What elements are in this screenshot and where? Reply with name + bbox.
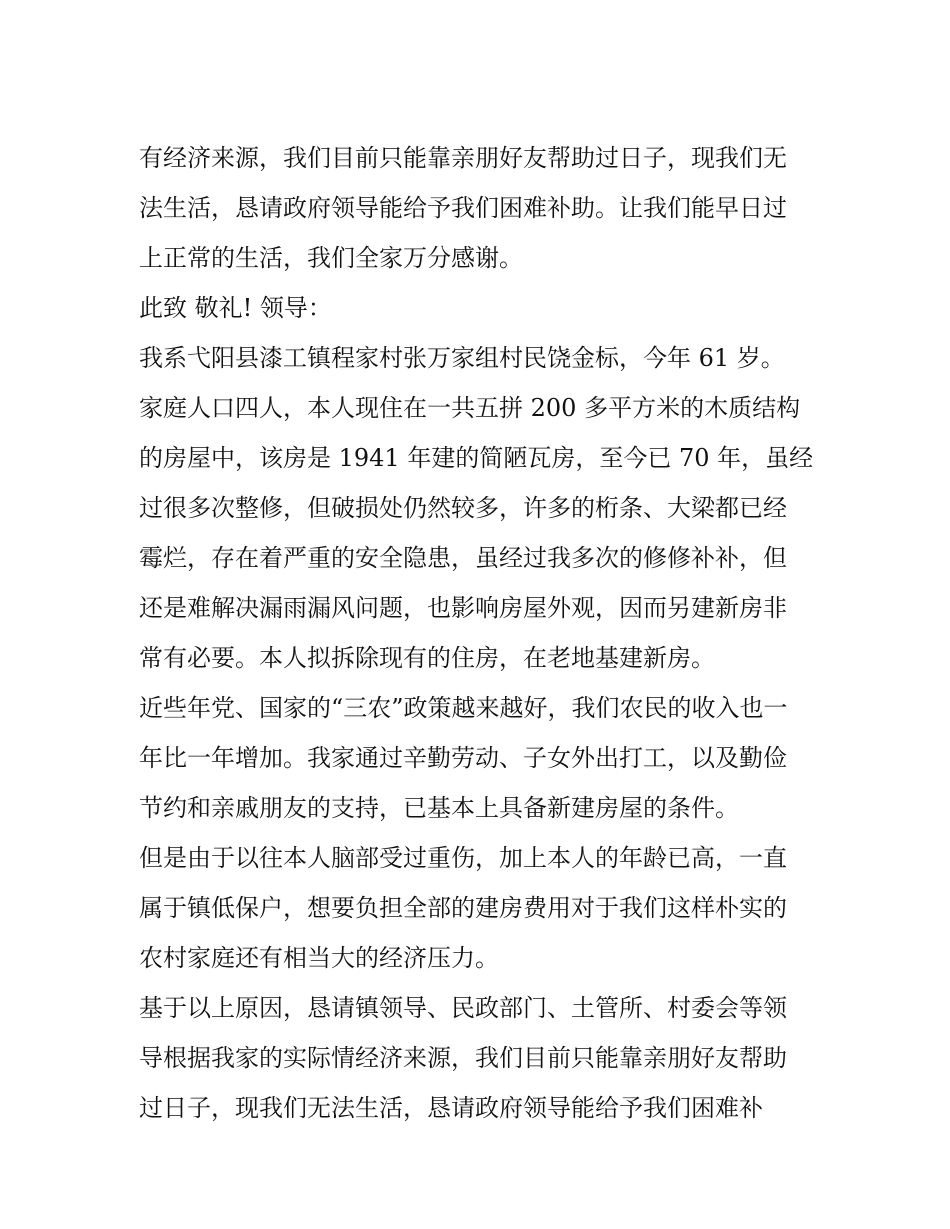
text-line-12: 近些年党、国家的“三农”政策越来越好，我们农民的收入也一 <box>139 694 788 722</box>
text-line-9: 霉烂，存在着严重的安全隐患，虽经过我多次的修修补补，但 <box>139 544 787 572</box>
text-line-10: 还是难解决漏雨漏风问题，也影响房屋外观，因而另建新房非 <box>139 594 787 622</box>
text-line-11: 常有必要。本人拟拆除现有的住房，在老地基建新房。 <box>139 644 715 672</box>
text-line-1: 有经济来源，我们目前只能靠亲朋好友帮助过日子，现我们无 <box>139 144 787 172</box>
text-line-2: 法生活，恳请政府领导能给予我们困难补助。让我们能早日过 <box>139 194 787 222</box>
text-line-6: 家庭人口四人，本人现住在一共五拼 200 多平方米的木质结构 <box>139 394 801 422</box>
text-line-4: 此致 敬礼! 领导： <box>139 294 332 322</box>
text-line-18: 基于以上原因，恳请镇领导、民政部门、土管所、村委会等领 <box>139 994 787 1022</box>
text-line-20: 过日子，现我们无法生活，恳请政府领导能给予我们困难补 <box>139 1094 763 1122</box>
text-line-17: 农村家庭还有相当大的经济压力。 <box>139 944 499 972</box>
text-line-19: 导根据我家的实际情经济来源，我们目前只能靠亲朋好友帮助 <box>139 1044 787 1072</box>
text-line-5: 我系弋阳县漆工镇程家村张万家组村民饶金标，今年 61 岁。 <box>139 344 785 372</box>
document-body <box>139 137 819 1137</box>
text-line-16: 属于镇低保户，想要负担全部的建房费用对于我们这样朴实的 <box>139 894 787 922</box>
text-line-13: 年比一年增加。我家通过辛勤劳动、子女外出打工，以及勤俭 <box>139 744 787 772</box>
text-line-8: 过很多次整修，但破损处仍然较多，许多的桁条、大梁都已经 <box>139 494 787 522</box>
text-line-14: 节约和亲戚朋友的支持，已基本上具备新建房屋的条件。 <box>139 794 739 822</box>
text-line-15: 但是由于以往本人脑部受过重伤，加上本人的年龄已高，一直 <box>139 844 787 872</box>
text-line-3: 上正常的生活，我们全家万分感谢。 <box>139 244 523 272</box>
text-line-7: 的房屋中，该房是 1941 年建的简陋瓦房，至今已 70 年，虽经 <box>139 444 814 472</box>
